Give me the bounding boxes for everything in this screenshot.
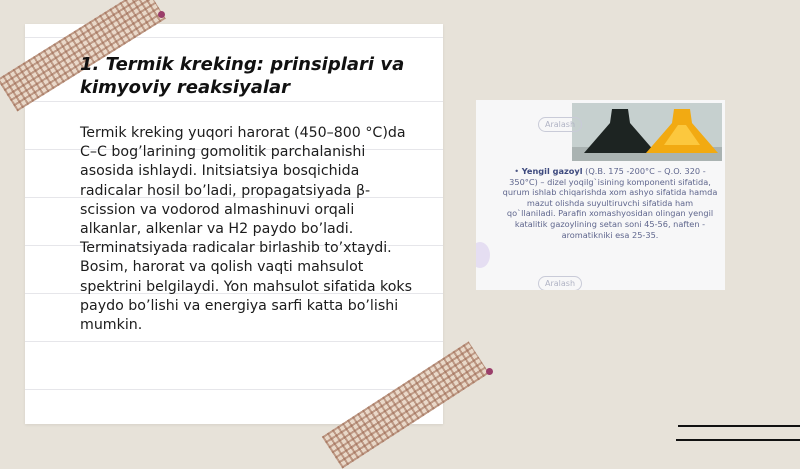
decorative-line bbox=[676, 439, 800, 441]
pin-dot-top bbox=[158, 11, 165, 18]
slide-label-top: Aralash bbox=[538, 117, 582, 132]
slide-description: (Q.B. 175 -200°C – Q.O. 320 - 350°C) – dizel yoqilg`isining komponenti sifatida, qurum ishlab chiqarishda xom ashyo sifatida hamda mazut olishda suyultiruvchi sifatida ham qo`llaniladi. Parafin xomashyosidan olingan yengil katalitik gazoylining setan soni 45-56, naften - aromatikniki esa 25-35. bbox=[502, 166, 718, 240]
bullet-icon: • bbox=[514, 166, 520, 176]
decorative-line bbox=[678, 425, 800, 427]
product-samples-photo bbox=[572, 103, 722, 161]
decorative-circle bbox=[476, 242, 490, 268]
body-paragraph: Termik kreking yuqori harorat (450–800 °C)da C–C bog’larining gomolitik parchalanishi asosida ishlaydi. Initsiatsiya bosqichida radicalar hosil bo’ladi, propagatsiyada β-scission va vodorod almashinuvi orqali alkanlar, alkenlar va H2 paydo bo’ladi. Terminatsiyada radicalar birlashib to’xtaydi. Bosim, harorat va qolish vaqti mahsulot spektrini belgilaydi. Yon mahsulot sifatida koks paydo bo’lishi va energiya sarfi katta bo’lishi mumkin. bbox=[80, 125, 413, 334]
embedded-slide-image bbox=[476, 100, 725, 290]
slide-bullet-text bbox=[502, 166, 718, 240]
slide-label-bottom: Aralash bbox=[538, 276, 582, 290]
slide-bold-term: Yengil gazoyl bbox=[521, 166, 583, 176]
flasks-illustration bbox=[572, 103, 722, 161]
pin-dot-bottom bbox=[486, 368, 493, 375]
section-title: 1. Termik kreking: prinsiplari va kimyoviy reaksiyalar bbox=[80, 54, 405, 98]
